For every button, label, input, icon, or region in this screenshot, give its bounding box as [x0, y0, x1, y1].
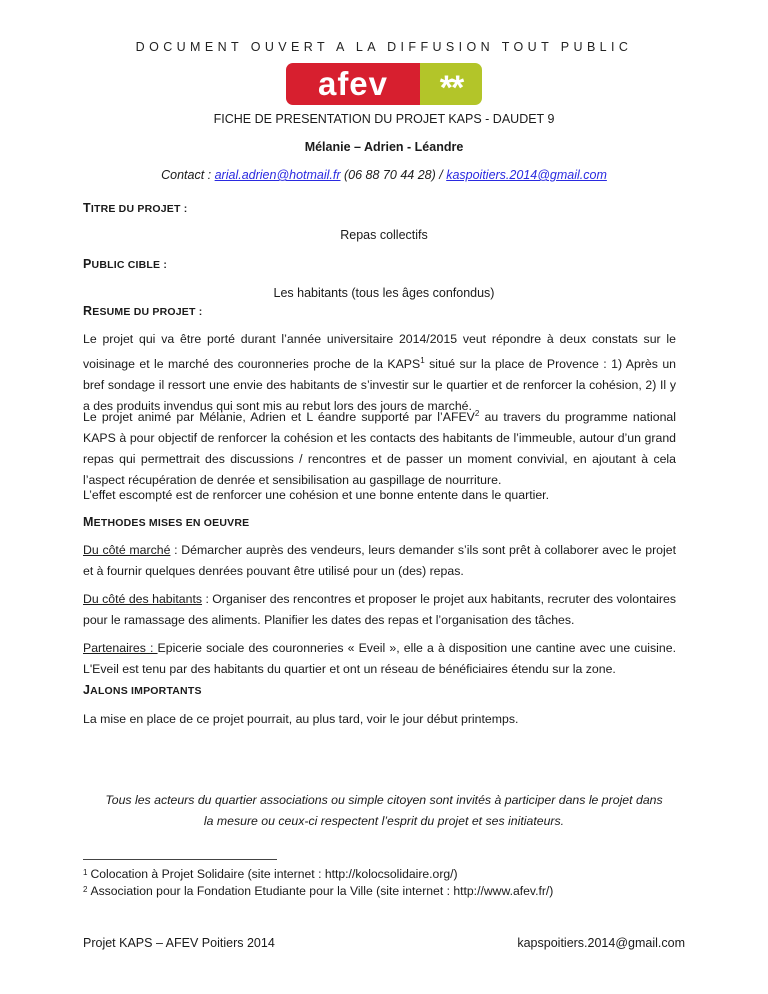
contact-phone: (06 88 70 44 28) / — [340, 168, 447, 182]
contact-email-link[interactable]: arial.adrien@hotmail.fr — [214, 168, 341, 182]
public-cible-value: Les habitants (tous les âges confondus) — [273, 286, 495, 300]
contact-email-link-2[interactable]: kaspoitiers.2014@gmail.com — [446, 168, 607, 182]
footnote-divider — [83, 859, 277, 860]
document-title: FICHE DE PRESENTATION DU PROJET KAPS - DAUDET 9 — [213, 112, 555, 126]
section-heading-jalons: JALONS IMPORTANTS — [83, 683, 202, 697]
afev-logo-wordmark: afev — [286, 63, 420, 105]
page-footer-right: kapspoitiers.2014@gmail.com — [517, 936, 685, 950]
resume-paragraph-3: L’effet escompté est de renforcer une cohésion et une bonne entente dans le quartier. — [83, 488, 550, 502]
afev-logo-stars: ** — [420, 63, 482, 105]
page-footer-left: Projet KAPS – AFEV Poitiers 2014 — [83, 936, 275, 950]
resume-paragraph-2: Le projet animé par Mélanie, Adrien et L éandre supporté par l’AFEV$^2$ au travers du programme national KAPS à pour objectif de renforcer la cohésion et les contacts des habitants de l’immeuble, autour d’un grand repas qui permettrait des discussions / rencontres et de passer un moment convivial, en ajoutant à cela l’aspect récupération de denrée et sensibilisation au gaspillage de nourriture. — [83, 409, 676, 488]
resume-paragraph-1: Le projet qui va être porté durant l’année universitaire 2014/2015 veut répondre à deux constats sur le voisinage et le marché des couronneries proche de la KAPS$^1$ situé sur la place de Provence : 1) Après un bref sondage il ressort une envie des habitants de s’investir sur le quartier et de renforcer la cohésion, 2) Il y a des produits invendus qui sont mis au rebut lors des jours de marché. — [83, 332, 677, 414]
project-members: Mélanie – Adrien - Léandre — [304, 140, 464, 154]
methode-habitants-label: Du côté des habitants — [83, 592, 203, 606]
section-heading-resume: RESUME DU PROJET : — [83, 304, 203, 318]
methode-marche: Du côté marché : Démarcher auprès des vendeurs, leurs demander s’ils sont prêt à collaborer avec le projet et à fournir quelques denrées pouvant être utilisé pour un (des) repas. — [83, 543, 676, 578]
section-heading-public: PUBLIC CIBLE : — [83, 257, 168, 271]
methode-partenaires: Partenaires : Epicerie sociale des couronneries « Eveil », elle a à disposition une cantine avec une cuisine. L'Eveil est tenu par des habitants du quartier et ont un réseau de bénéficiaires étendu sur la zone. — [83, 641, 676, 676]
methode-habitants: Du côté des habitants : Organiser des rencontres et proposer le projet aux habitants, recruter des volontaires pour le ramassage des aliments. Planifier les dates des repas et l’organisation des tâches. — [83, 592, 676, 627]
contact-label: Contact : — [161, 168, 215, 182]
footnote-2: $^2$ Association pour la Fondation Etudiante pour la Ville (site internet : http://www.afev.fr/) — [83, 884, 554, 898]
closing-invitation: Tous les acteurs du quartier associations ou simple citoyen sont invités à participer dans le projet dans la mesure ou ceux-ci respectent l’esprit du projet et ses initiateurs. — [105, 793, 663, 828]
afev-logo — [286, 63, 482, 105]
footnote-1: $^1$ Colocation à Projet Solidaire (site internet : http://kolocsolidaire.org/) — [83, 867, 458, 881]
section-heading-titre: TITRE DU PROJET : — [83, 201, 188, 215]
project-title-value: Repas collectifs — [340, 228, 428, 242]
document-banner: DOCUMENT OUVERT A LA DIFFUSION TOUT PUBLIC — [135, 40, 633, 54]
jalons-text: La mise en place de ce projet pourrait, au plus tard, voir le jour début printemps. — [83, 712, 519, 726]
section-heading-methodes: METHODES MISES EN OEUVRE — [83, 515, 250, 529]
methode-partenaires-label: Partenaires : — [83, 641, 158, 655]
contact-line — [0, 168, 768, 182]
methode-marche-label: Du côté marché — [83, 543, 171, 557]
